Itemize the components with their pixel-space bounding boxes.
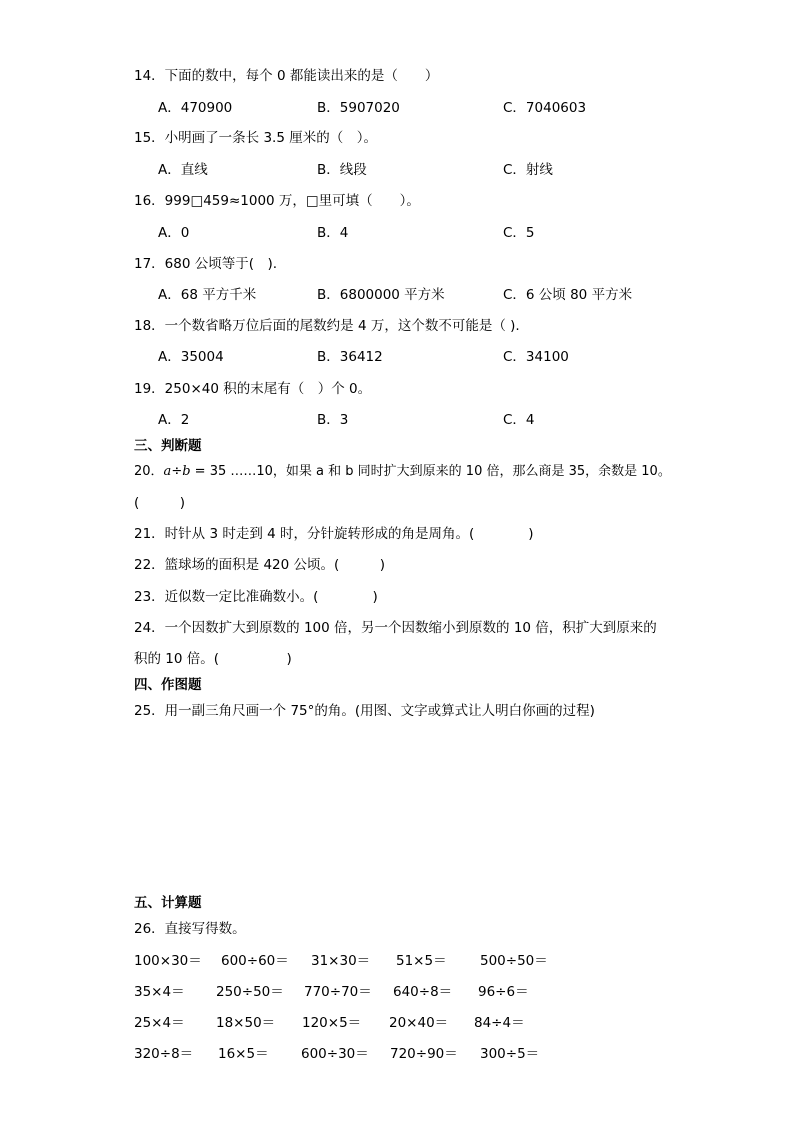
q14-option-b: B．5907020: [317, 100, 400, 116]
q20-text: = 35 ……10，如果 a 和 b 同时扩大到原来的 10 倍，那么商是 35，余数是 10。: [190, 464, 671, 479]
question-21: 21．时针从 3 时走到 4 时，分针旋转形成的角是周角。( ): [134, 526, 534, 542]
question-19: 19．250×40 积的末尾有（ ）个 0。: [134, 381, 372, 397]
calc-item: 600÷60＝: [221, 953, 289, 969]
calc-item: 18×50＝: [216, 1015, 276, 1031]
q15-option-c: C．射线: [503, 162, 553, 178]
section-title-calculation: 五、计算题: [134, 895, 202, 911]
q16-option-a: A．0: [158, 225, 190, 241]
q16-option-c: C．5: [503, 225, 535, 241]
q20-number: 20．: [134, 464, 164, 479]
calc-item: 720÷90＝: [390, 1046, 458, 1062]
question-24-line-2: 积的 10 倍。( ): [134, 651, 292, 667]
q20-div-sign: ÷: [171, 464, 183, 479]
question-26: 26．直接写得数。: [134, 921, 246, 937]
question-23: 23．近似数一定比准确数小。( ): [134, 589, 378, 605]
q19-option-c: C．4: [503, 412, 535, 428]
calc-item: 600÷30＝: [301, 1046, 369, 1062]
q16-option-b: B．4: [317, 225, 349, 241]
calc-item: 100×30＝: [134, 953, 202, 969]
calc-item: 25×4＝: [134, 1015, 185, 1031]
q15-option-b: B．线段: [317, 162, 367, 178]
section-title-judgement: 三、判断题: [134, 438, 202, 454]
q14-option-a: A．470900: [158, 100, 233, 116]
calc-item: 120×5＝: [302, 1015, 362, 1031]
q17-option-a: A．68 平方千米: [158, 287, 257, 303]
q18-option-c: C．34100: [503, 349, 569, 365]
calc-item: 84÷4＝: [474, 1015, 525, 1031]
q17-option-c: C．6 公顷 80 平方米: [503, 287, 633, 303]
q20-var-a: a: [163, 464, 172, 479]
calc-item: 500÷50＝: [480, 953, 548, 969]
q20-answer-paren: ( ): [134, 495, 186, 511]
question-16: 16．999□459≈1000 万，□里可填（ ）。: [134, 193, 420, 209]
calc-item: 35×4＝: [134, 984, 185, 1000]
question-22: 22．篮球场的面积是 420 公顷。( ): [134, 557, 386, 573]
calc-item: 31×30＝: [311, 953, 371, 969]
calc-item: 96÷6＝: [478, 984, 529, 1000]
calc-item: 20×40＝: [389, 1015, 449, 1031]
question-24-line-1: 24．一个因数扩大到原数的 100 倍，另一个因数缩小到原数的 10 倍，积扩大到原来的: [134, 620, 657, 636]
calc-item: 640÷8＝: [393, 984, 453, 1000]
section-title-drawing: 四、作图题: [134, 677, 202, 693]
question-17: 17．680 公顷等于( ).: [134, 256, 278, 272]
q19-option-a: A．2: [158, 412, 190, 428]
q14-option-c: C．7040603: [503, 100, 587, 116]
calc-item: 300÷5＝: [480, 1046, 540, 1062]
question-14: 14．下面的数中，每个 0 都能读出来的是（ ）: [134, 68, 439, 84]
q18-option-b: B．36412: [317, 349, 383, 365]
question-18: 18．一个数省略万位后面的尾数约是 4 万，这个数不可能是（ ).: [134, 318, 520, 334]
q20-var-b: b: [182, 464, 191, 479]
question-25: 25．用一副三角尺画一个 75°的角。(用图、文字或算式让人明白你画的过程): [134, 703, 595, 719]
calc-item: 16×5＝: [218, 1046, 269, 1062]
question-15: 15．小明画了一条长 3.5 厘米的（ ）。: [134, 130, 377, 146]
calc-item: 320÷8＝: [134, 1046, 194, 1062]
q19-option-b: B．3: [317, 412, 349, 428]
calc-item: 250÷50＝: [216, 984, 284, 1000]
calc-item: 51×5＝: [396, 953, 447, 969]
q17-option-b: B．6800000 平方米: [317, 287, 445, 303]
calc-item: 770÷70＝: [304, 984, 372, 1000]
q18-option-a: A．35004: [158, 349, 224, 365]
question-20: [134, 463, 671, 481]
q15-option-a: A．直线: [158, 162, 208, 178]
